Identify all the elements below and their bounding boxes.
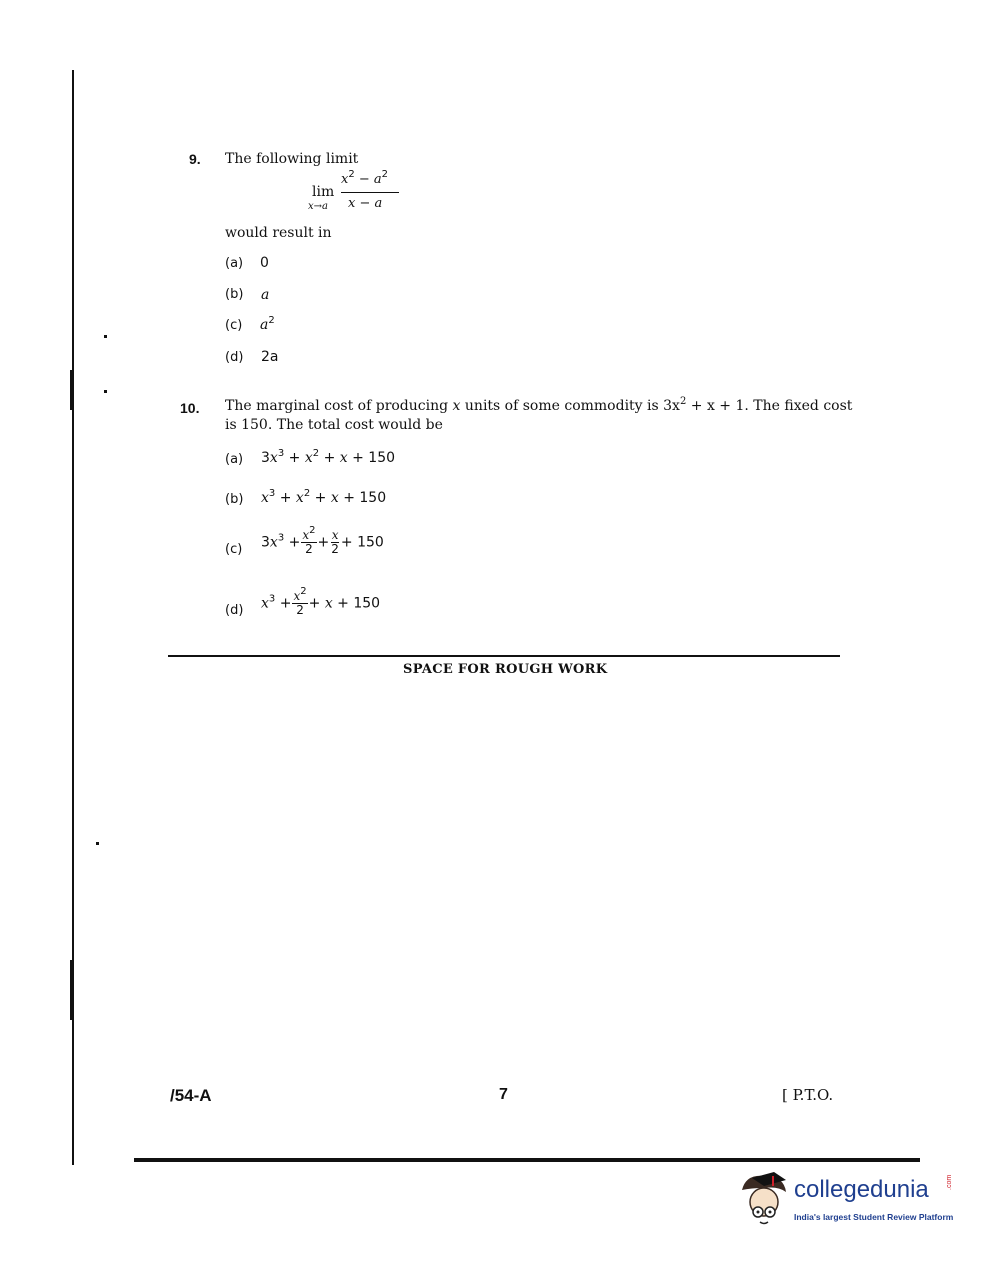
option-label: (c) (225, 318, 243, 333)
pto-note: [ P.T.O. (782, 1086, 834, 1104)
limit-expression (308, 169, 418, 212)
option-formula: $x^3$ + $\frac{x^2}{2}$ + x + 150 (261, 586, 381, 617)
scan-speck (104, 390, 107, 393)
fraction-bar (341, 192, 399, 193)
option-label: (b) (225, 492, 244, 507)
limit-subscript: x→a (308, 201, 328, 212)
question-number: 9. (189, 151, 201, 167)
option-text: a (261, 287, 270, 303)
option-formula: $x^3 + x^2 + x + 150$ (261, 488, 387, 506)
page-number: 7 (499, 1086, 508, 1103)
logo-tagline: India's largest Student Review Platform (794, 1212, 954, 1222)
logo-dotcom: .com (946, 1174, 953, 1190)
scan-speck (104, 335, 107, 338)
option-formula: $3x^3 + x^2 + x + 150$ (261, 448, 396, 466)
scan-edge-line (70, 960, 73, 1020)
question-stem: The marginal cost of producing x units of some commodity is $3x^2 + x + 1$. The fixed cost (225, 396, 853, 414)
option-label: (a) (225, 256, 244, 271)
option-formula: $3x^3$ + $\frac{x^2}{2}$ + $\frac{x}{2}$ + 150 (261, 525, 384, 556)
mascot-icon (734, 1168, 794, 1228)
limit-denominator: x − a (348, 196, 383, 211)
option-label: (c) (225, 542, 243, 557)
option-label: (d) (225, 350, 244, 365)
scan-speck (96, 842, 99, 845)
question-continuation: would result in (225, 225, 332, 241)
paper-code: /54-A (170, 1086, 212, 1105)
question-stem-line2: is 150. The total cost would be (225, 417, 443, 433)
question-number: 10. (180, 400, 200, 416)
question-stem: The following limit (225, 151, 359, 167)
option-label: (a) (225, 452, 244, 467)
option-label: (b) (225, 287, 244, 302)
rough-work-heading: SPACE FOR ROUGH WORK (403, 662, 608, 677)
logo-wordmark: collegedunia (794, 1176, 929, 1203)
limit-operator: lim (312, 184, 335, 200)
collegedunia-logo (734, 1168, 964, 1238)
option-text: 2a (261, 349, 279, 365)
option-label: (d) (225, 603, 244, 618)
option-text: 0 (260, 255, 269, 271)
footer-rule (134, 1158, 920, 1162)
option-text: $a^2$ (260, 315, 275, 333)
rough-work-divider (168, 655, 840, 657)
limit-numerator: $x^2 - a^2$ (341, 169, 389, 187)
scan-edge-line (70, 370, 73, 410)
